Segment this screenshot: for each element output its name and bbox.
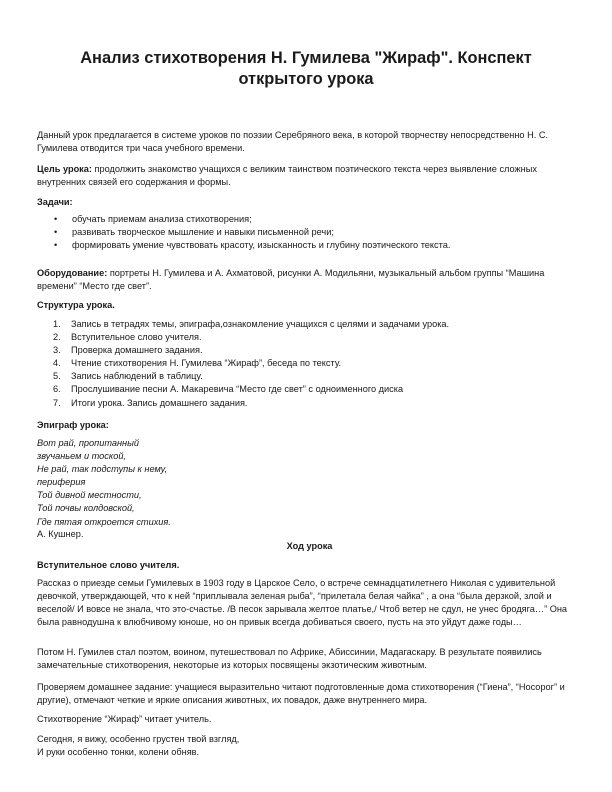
bullet-icon: • <box>54 214 58 224</box>
paragraph-story: Рассказ о приезде семьи Гумилевых в 1903 году в Царское Село, о встрече семнадцатилетнего Николая с удивительной девочкой, утверждающей, что к ней “приплывала зеленая рыба”, “прилетала белая чайка” , а она “была дерзкой, злой и веселой/ И вовсе не знала, что это-счастье. /В песок зарывала желтое платье,/ Чтоб ветер не сдул, не унес бродяга…” Она была равнодушна к влюбчивому юноше, но он привык всегда добиваться своего, пусть на это уйдут даже годы… <box>37 578 568 628</box>
title-line-1: Анализ стихотворения Н. Гумилева "Жираф". Конспект <box>80 49 532 67</box>
goal-label: Цель урока: <box>37 164 92 174</box>
list-item: • развивать творческое мышление и навыки письменной речи; <box>37 226 582 239</box>
teacher-intro-heading: Вступительное слово учителя. <box>37 560 180 570</box>
equipment-text: портреты Н. Гумилева и А. Ахматовой, рисунки А. Модильяни, музыкальный альбом группы “Машина времени” “Место где свет”. <box>37 268 545 292</box>
poem-line: Не рай, так подступы к нему, <box>37 464 168 475</box>
epigraph-author: А. Кушнер. <box>37 529 84 539</box>
structure-heading: Структура урока. <box>37 300 115 310</box>
lesson-heading: Ход урока <box>286 541 333 551</box>
bullet-icon: • <box>54 227 58 238</box>
giraffe-poem <box>37 733 582 759</box>
title-line-2: открытого урока <box>238 70 374 88</box>
poem-line: Где пятая откроется стихия. <box>37 516 171 527</box>
poem-line: И руки особенно тонки, колени обняв. <box>37 747 200 758</box>
list-item: • обучать приемам анализа стихотворения; <box>37 213 582 226</box>
bullet-icon: • <box>54 240 58 251</box>
list-item: 6. Прослушивание песни А. Макаревича “Место где свет” с одноименного диска <box>53 384 404 395</box>
poem-line: периферия <box>37 477 86 488</box>
page-title <box>30 48 582 90</box>
goal-text: продолжить знакомство учащихся с великим таинством поэтического текста через выявление сложных внутренних связей его содержания и формы. <box>37 164 537 188</box>
poem-line: Той дивной местности, <box>37 490 142 501</box>
paragraph-travels: Потом Н. Гумилев стал поэтом, воином, путешествовал по Африке, Абиссинии, Мадагаскару. В результате появились замечательные стихотворения, некоторые из которых посвящены экзотическим животным. <box>37 647 542 671</box>
poem-line: Той почвы колдовской, <box>37 503 135 514</box>
poem-line: Сегодня, я вижу, особенно грустен твой взгляд, <box>37 734 240 744</box>
poem-line: Вот рай, пропитанный <box>37 438 139 448</box>
list-item: 1. Запись в тетрадях темы, эпиграфа,ознакомление учащихся с целями и задачами урока. <box>53 319 450 329</box>
paragraph-reading: Стихотворение “Жираф” читает учитель. <box>37 714 212 724</box>
list-item: • формировать умение чувствовать красоту, изысканность и глубину поэтического текста. <box>37 239 582 252</box>
list-item: 3. Проверка домашнего задания. <box>53 345 203 356</box>
epigraph-heading: Эпиграф урока: <box>37 420 109 430</box>
intro-paragraph: Данный урок предлагается в системе уроков по поэзии Серебряного века, в которой творчеству непосредственно Н. С. Гумилева отводится три часа учебного времени. <box>37 130 549 154</box>
paragraph-homework: Проверяем домашнее задание: учащиеся выразительно читают подготовленные дома стихотворения (“Гиена”, “Носорог” и другие), отмечают четкие и яркие описания животных, их повадок, даже внутреннего мира. <box>37 682 565 706</box>
structure-list <box>37 318 582 410</box>
epigraph-poem <box>37 437 337 529</box>
equipment-paragraph <box>37 267 582 293</box>
list-item: 4. Чтение стихотворения Н. Гумилева “Жираф”, беседа по тексту. <box>53 358 342 369</box>
list-item: 2. Вступительное слово учителя. <box>53 332 202 343</box>
tasks-list <box>37 213 582 252</box>
poem-line: звучаньем и тоской, <box>37 451 126 462</box>
equipment-label: Оборудование: <box>37 268 108 278</box>
tasks-heading: Задачи: <box>37 197 73 207</box>
goal-paragraph <box>37 163 582 189</box>
list-item: 7. Итоги урока. Запись домашнего задания. <box>53 397 248 408</box>
list-item: 5. Запись наблюдений в таблицу. <box>53 371 203 382</box>
